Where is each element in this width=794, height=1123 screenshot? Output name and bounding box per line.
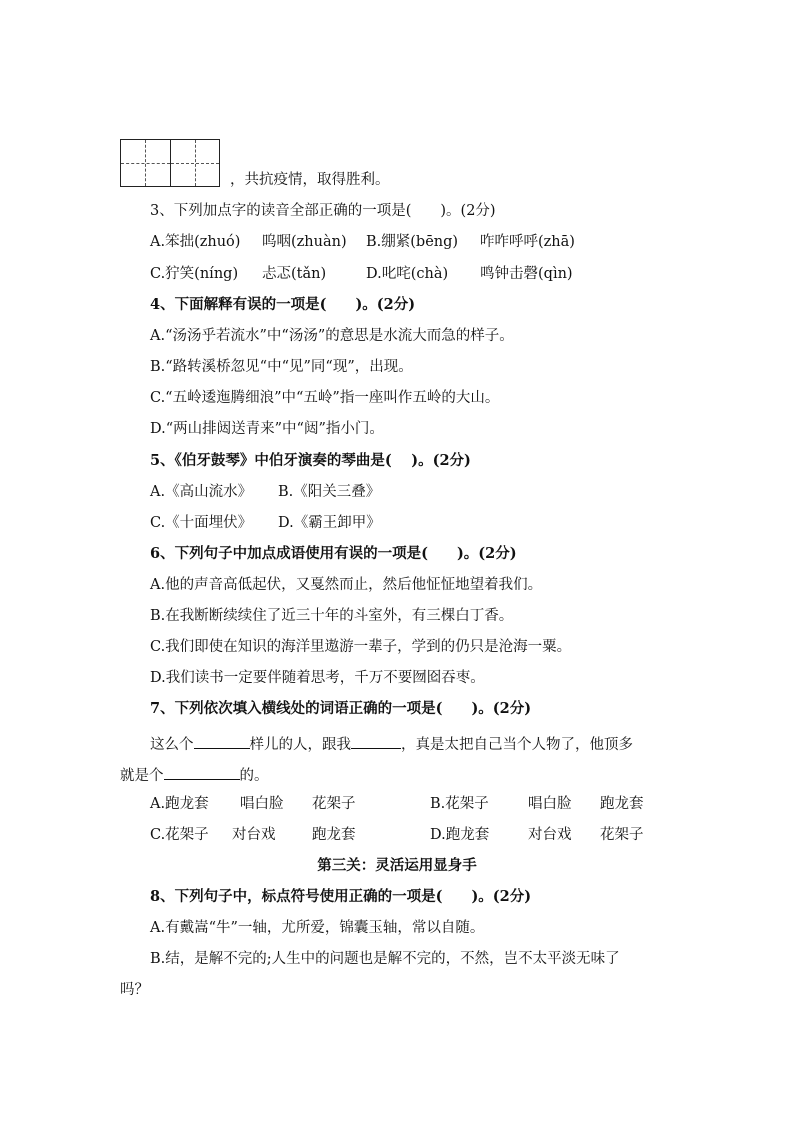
q7-option-b-2: 唱白脸 xyxy=(528,796,572,812)
q6-stem: 6、下列句子中加点成语使用有误的一项是( )。(2分) xyxy=(150,545,517,562)
q7-option-d-2: 对台戏 xyxy=(528,827,572,843)
q4-stem: 4、下面解释有误的一项是( )。(2分) xyxy=(150,296,416,313)
q3-option-c-1: C.狞笑(níng) xyxy=(150,266,239,282)
q7-text-part5: 的。 xyxy=(239,768,269,784)
q7-option-a-3: 花架子 xyxy=(312,796,356,812)
q5-stem: 5、《伯牙鼓琴》中伯牙演奏的琴曲是( )。(2分) xyxy=(150,452,471,469)
q5-option-c: C.《十面埋伏》 xyxy=(150,515,253,531)
q7-text-part3: ，真是太把自己当个人物了，他顶多 xyxy=(401,737,633,753)
q7-option-c-2: 对台戏 xyxy=(232,827,276,843)
q3-option-d-1: D.叱咤(chà) xyxy=(366,266,449,282)
q3-stem: 3、下列加点字的读音全部正确的一项是( )。(2分) xyxy=(150,203,496,219)
q4-option-b: B.“路转溪桥忽见“中“见”同“现”，出现。 xyxy=(150,359,413,375)
intro-line: ，共抗疫情，取得胜利。 xyxy=(230,172,390,188)
section-heading: 第三关：灵活运用显身手 xyxy=(317,857,477,874)
q6-option-b: B.在我断断续续住了近三十年的斗室外，有三棵白丁香。 xyxy=(150,608,514,624)
q3-option-a-2: 呜咽(zhuàn) xyxy=(262,234,347,250)
q5-option-a: A.《高山流水》 xyxy=(150,484,253,500)
q6-option-c: C.我们即使在知识的海洋里遨游一辈子，学到的仍只是沧海一粟。 xyxy=(150,639,572,655)
q3-option-b-1: B.绷紧(bēng) xyxy=(366,234,459,250)
q4-option-d: D.“两山排闼送青来”中“闼”指小门。 xyxy=(150,421,384,437)
q7-blank-3[interactable] xyxy=(164,763,240,780)
q4-option-a: A.“汤汤乎若流水”中“汤汤”的意思是水流大而急的样子。 xyxy=(150,328,514,344)
q7-option-a-2: 唱白脸 xyxy=(240,796,284,812)
q6-option-a: A.他的声音高低起伏，又戛然而止，然后他怔怔地望着我们。 xyxy=(150,577,543,593)
q8-option-b-line2: 吗？ xyxy=(120,982,149,998)
q7-text-part1: 这么个 xyxy=(150,737,194,753)
q7-option-c-3: 跑龙套 xyxy=(312,827,356,843)
q7-option-b-3: 跑龙套 xyxy=(600,796,644,812)
q3-option-b-2: 咋咋呼呼(zhā) xyxy=(480,234,575,250)
q7-option-b-1: B.花架子 xyxy=(430,796,489,812)
q8-option-b-line1: B.结，是解不完的;人生中的问题也是解不完的，不然，岂不太平淡无味了 xyxy=(150,951,620,967)
grid-cell xyxy=(121,140,171,186)
q8-option-a: A.有戴嵩“牛”一轴，尤所爱，锦囊玉轴，常以自随。 xyxy=(150,920,485,936)
writing-grid xyxy=(120,139,220,187)
q5-option-d: D.《霸王卸甲》 xyxy=(278,515,381,531)
q7-blank-2[interactable] xyxy=(351,732,401,749)
q7-text-part4: 就是个 xyxy=(120,768,164,784)
q7-text-part2: 样儿的人，跟我 xyxy=(249,737,351,753)
q3-option-a-1: A.笨拙(zhuó) xyxy=(150,234,241,250)
q7-option-a-1: A.跑龙套 xyxy=(150,796,209,812)
q3-option-d-2: 鸣钟击磬(qìn) xyxy=(480,266,573,282)
q3-option-c-2: 忐忑(tǎn) xyxy=(262,266,327,282)
q8-stem: 8、下列句子中，标点符号使用正确的一项是( )。(2分) xyxy=(150,888,532,905)
grid-cell xyxy=(171,140,220,186)
q7-sentence-line1 xyxy=(150,732,633,755)
q7-sentence-line2 xyxy=(120,763,269,786)
q7-blank-1[interactable] xyxy=(194,732,250,749)
q7-option-c-1: C.花架子 xyxy=(150,827,209,843)
q7-stem: 7、下列依次填入横线处的词语正确的一项是( )。(2分) xyxy=(150,700,532,717)
q4-option-c: C.“五岭逶迤腾细浪”中“五岭”指一座叫作五岭的大山。 xyxy=(150,390,500,406)
q7-option-d-1: D.跑龙套 xyxy=(430,827,490,843)
q7-option-d-3: 花架子 xyxy=(600,827,644,843)
q6-option-d: D.我们读书一定要伴随着思考，千万不要囫囵吞枣。 xyxy=(150,670,485,686)
q5-option-b: B.《阳关三叠》 xyxy=(278,484,381,500)
